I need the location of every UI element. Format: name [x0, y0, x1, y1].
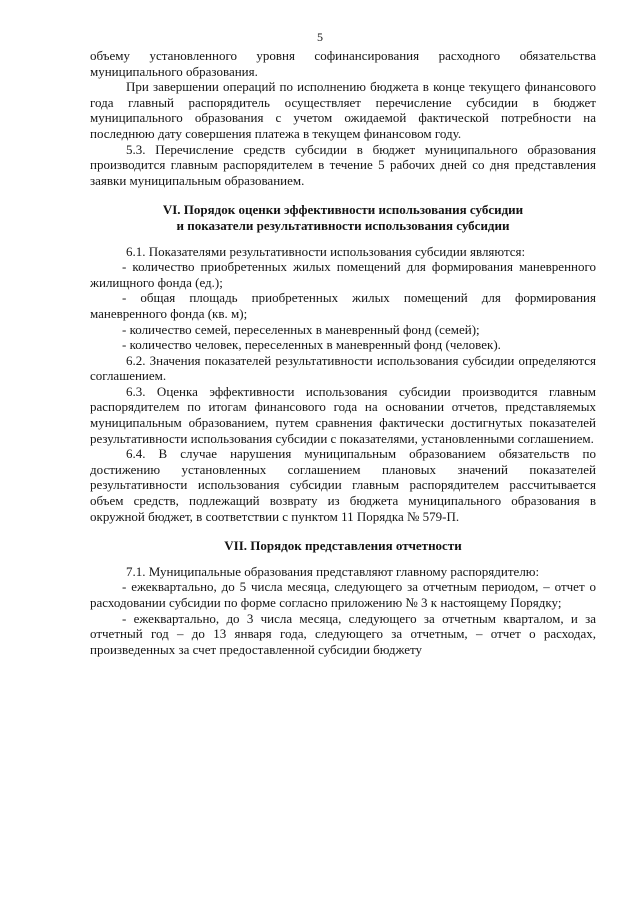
- section-6-item: - общая площадь приобретенных жилых помещений для формирования маневренного фонда (кв. м);: [90, 290, 596, 321]
- section-6-item: 6.4. В случае нарушения муниципальным образованием обязательств по достижению установленных соглашением плановых значений показателей результативности использования субсидии главным распорядителем рассчитывается объем средств, подлежащий возврату из бюджета муниципального образования в окружной бюджет, в соответствии с пунктом 11 Порядка № 579-П.: [90, 446, 596, 524]
- section-6-item: - количество человек, переселенных в маневренный фонд (человек).: [122, 337, 501, 353]
- page-number: 5: [317, 30, 323, 44]
- section-6-heading-line-2: и показатели результативности использования субсидии: [176, 217, 510, 233]
- paragraph: При завершении операций по исполнению бюджета в конце текущего финансового года главный распорядитель осуществляет перечисление субсидии в бюджет муниципального образования с учетом ожидаемой фактической потребности на последнюю дату совершения платежа в текущем финансовом году.: [90, 79, 596, 141]
- section-7-item: - ежеквартально, до 3 числа месяца, следующего за отчетным кварталом, и за отчетный год – до 13 января года, следующего за отчетным, – отчет о расходах, произведенных за счет предоставленной субсидии бюджету: [90, 610, 596, 657]
- document-body: [90, 48, 596, 657]
- section-7-heading: VII. Порядок представления отчетности: [224, 538, 462, 554]
- section-6-item: 6.2. Значения показателей результативности использования субсидии определяются соглашением.: [90, 352, 596, 384]
- section-7-item: - ежеквартально, до 5 числа месяца, следующего за отчетным периодом, – отчет о расходовании субсидии по форме согласно приложению № 3 к настоящему Порядку;: [90, 579, 596, 610]
- paragraph: 5.3. Перечисление средств субсидии в бюджет муниципального образования производится главным распорядителем в течение 5 рабочих дней со дня представления заявки муниципальным образованием.: [90, 141, 596, 188]
- section-6-heading-line-1: VI. Порядок оценки эффективности использования субсидии: [162, 202, 524, 218]
- section-6-item: - количество приобретенных жилых помещений для формирования маневренного жилищного фонда (ед.);: [90, 259, 596, 290]
- section-7-item: 7.1. Муниципальные образования представляют главному распорядителю:: [126, 563, 540, 579]
- paragraph: объему установленного уровня софинансирования расходного обязательства муниципального образования.: [90, 48, 596, 79]
- section-6-item: 6.1. Показателями результативности использования субсидии являются:: [126, 243, 526, 259]
- section-6-item: 6.3. Оценка эффективности использования субсидии производится главным распорядителем по итогам финансового года на основании отчетов, представляемых муниципальным образованием, путем сравнения фактически достигнутых показателей результативности использования субсидии с показателями, установленными соглашением.: [90, 383, 596, 446]
- section-6-item: - количество семей, переселенных в маневренный фонд (семей);: [122, 321, 480, 337]
